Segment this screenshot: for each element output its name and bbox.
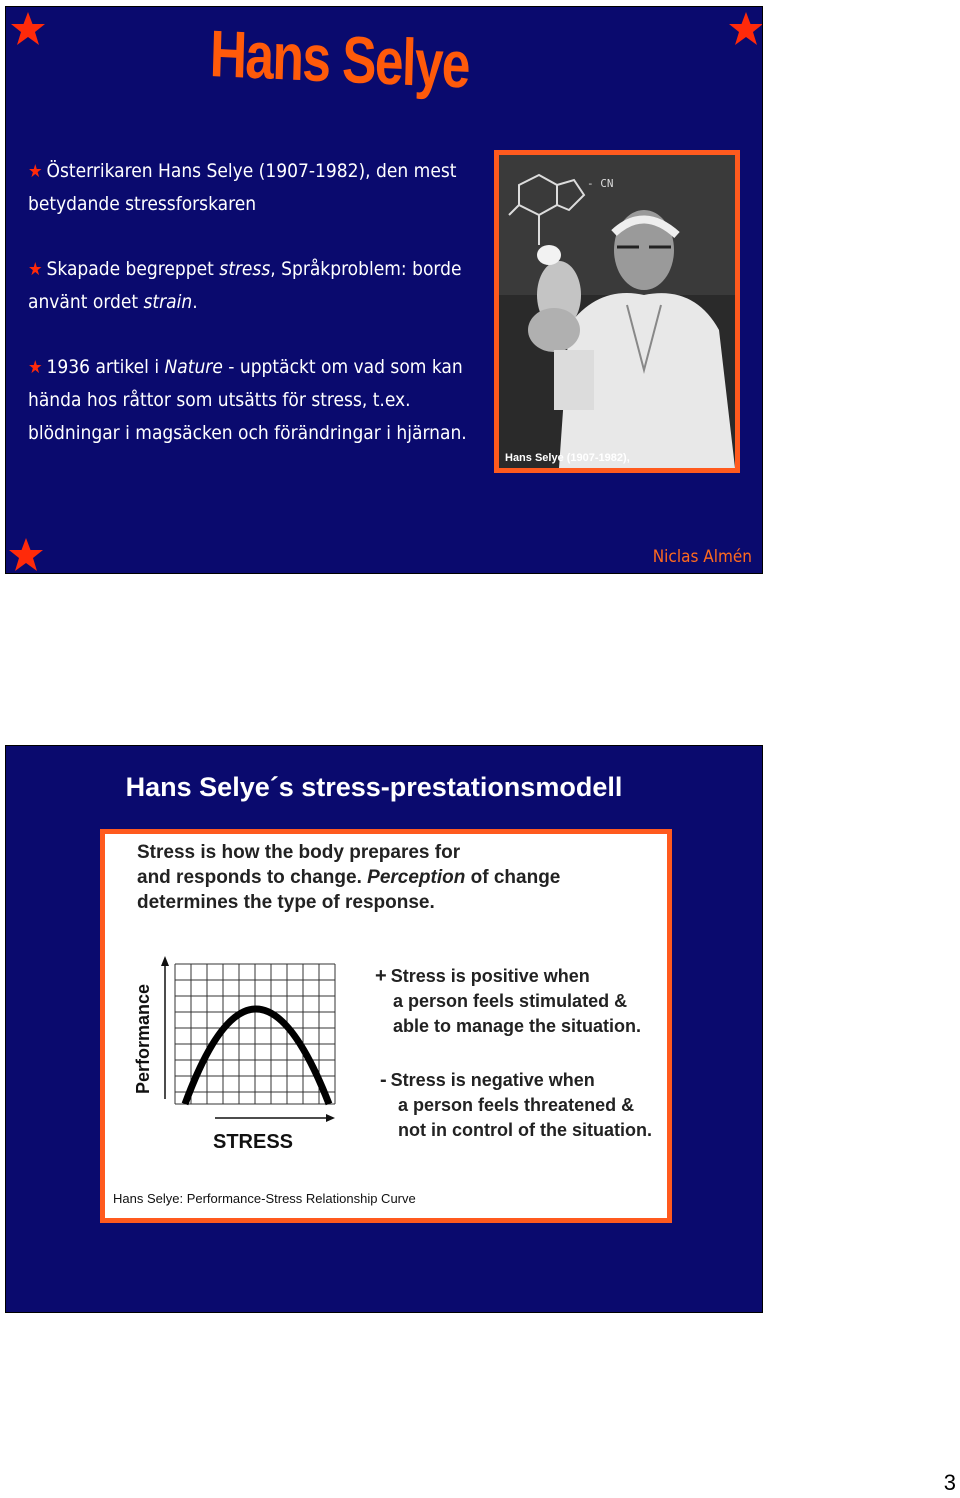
positive-line: a person feels stimulated & [393, 991, 628, 1011]
positive-stress-text [375, 964, 641, 1039]
intro-line: and responds to change. [137, 867, 368, 888]
page-number: 3 [943, 1470, 956, 1495]
x-axis-label: STRESS [213, 1131, 294, 1153]
bullet-text: , Språkproblem: borde använt ordet [28, 258, 462, 313]
intro-emphasis: Perception [367, 867, 466, 888]
portrait-image [499, 155, 735, 468]
performance-curve-chart [115, 954, 365, 1174]
bullet-emphasis: strain [143, 291, 193, 313]
bullet-emphasis: Nature [164, 356, 223, 378]
photo-caption: Hans Selye (1907-1982), [505, 452, 630, 464]
star-icon [8, 537, 44, 573]
figure-intro-text [137, 840, 560, 915]
plus-sign: + [375, 965, 387, 987]
intro-line: determines the type of response. [137, 892, 435, 913]
y-axis-label: Performance [133, 983, 153, 1094]
performance-axis-label [133, 984, 153, 1094]
negative-line: Stress is negative when [390, 1070, 595, 1090]
bullet-list [28, 155, 498, 482]
star-icon [10, 11, 46, 47]
bullet-text: - upptäckt om vad som kan hända hos råttor som utsätts för stress, t.ex. blödningar i magsäcken och förändringar i hjärnan. [28, 356, 467, 444]
intro-line: Stress is how the body prepares for [137, 842, 461, 863]
star-bullet-icon: ★ [28, 161, 43, 182]
positive-line: able to manage the situation. [393, 1016, 642, 1036]
bullet-item [28, 351, 498, 450]
bullet-text: . [192, 291, 198, 313]
bullet-text: Österrikaren Hans Selye (1907-1982), den mest betydande stressforskaren [28, 160, 457, 215]
author-name: Niclas Almén [652, 547, 752, 567]
negative-line: not in control of the situation. [398, 1120, 652, 1140]
bullet-emphasis: stress [219, 258, 271, 280]
slide-title: Hans Selye [208, 15, 470, 102]
bullet-item [28, 253, 498, 319]
bullet-item [28, 155, 498, 221]
bullet-text: 1936 artikel i [46, 356, 165, 378]
bullet-text: Skapade begreppet [46, 258, 220, 280]
positive-line: Stress is positive when [390, 966, 590, 986]
negative-stress-text [380, 1068, 652, 1143]
svg-text:- CN: - CN [587, 177, 614, 190]
slide-title: Hans Selye´s stress-prestationsmodell [125, 772, 623, 802]
portrait-photo [494, 150, 740, 473]
slide-hans-selye [5, 6, 763, 574]
intro-line: of change [465, 867, 561, 888]
slide-stress-model [5, 745, 763, 1313]
star-bullet-icon: ★ [28, 259, 43, 280]
star-icon [728, 11, 763, 47]
performance-stress-figure [100, 829, 672, 1223]
star-bullet-icon: ★ [28, 357, 43, 378]
negative-line: a person feels threatened & [398, 1095, 635, 1115]
minus-sign: - [380, 1069, 387, 1091]
figure-caption: Hans Selye: Performance-Stress Relationship Curve [113, 1191, 416, 1206]
